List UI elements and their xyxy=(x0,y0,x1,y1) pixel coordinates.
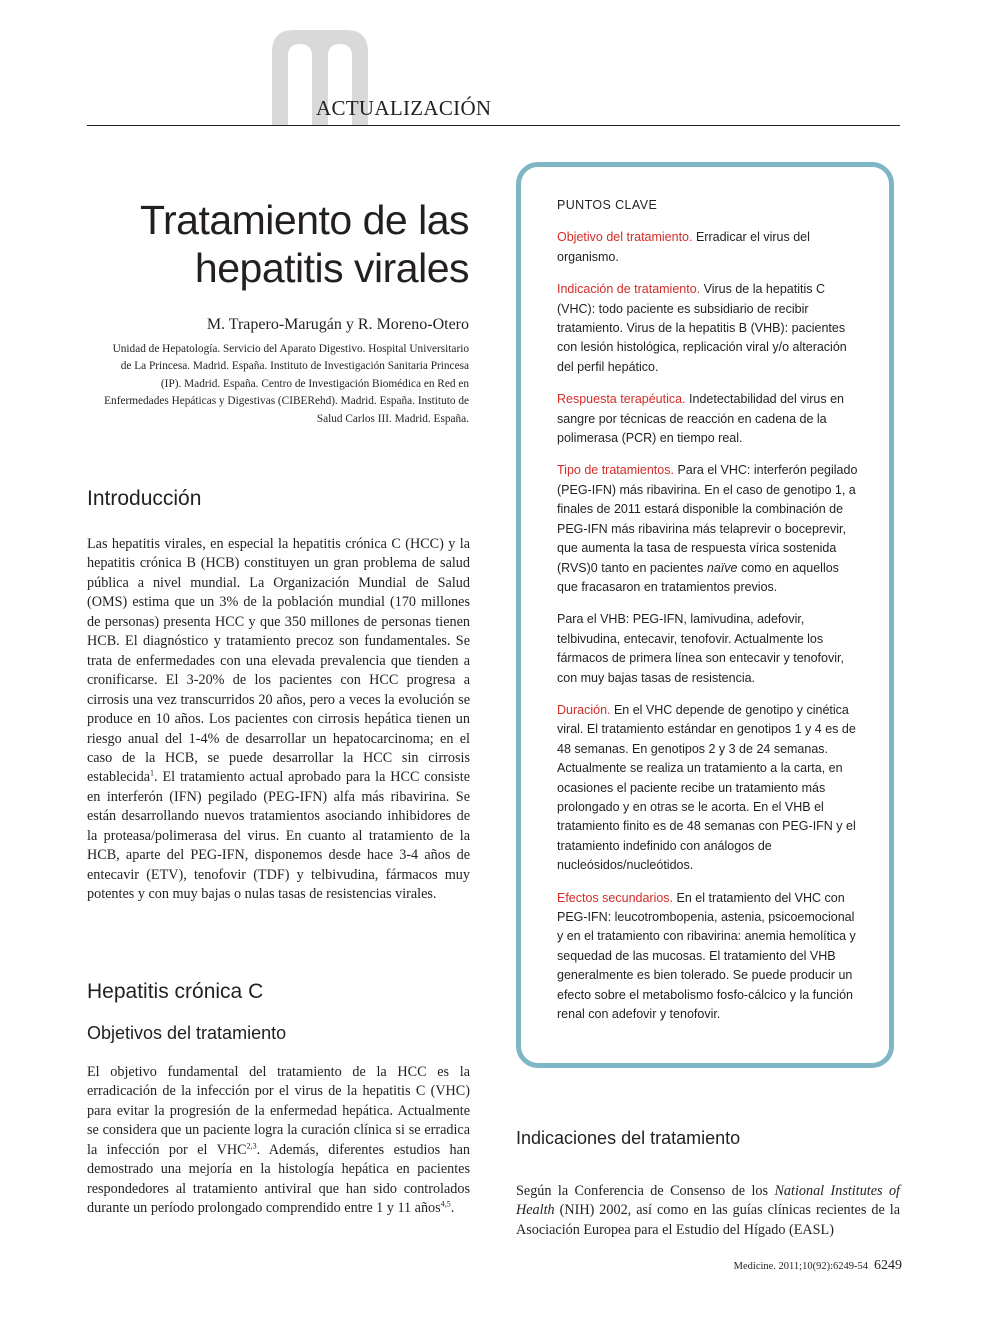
key-point: Duración. En el VHC depende de genotipo y cinética viral. El tratamiento estándar en genotipos 1 y 4 es de 48 semanas. En genotipos 2 y 3 de 24 semanas. Actualmente se realiza un tratamiento a la carta, en ocasiones el paciente recibe un tratamiento más prolongado y en otras se le acorta. En el VHB el tratamiento finito es de 48 semanas con PEG-IFN y el tratamiento indefinido con análogos de nucleósidos/nucleótidos. xyxy=(557,702,856,873)
header-divider xyxy=(87,125,900,126)
key-point: Respuesta terapéutica. Indetectabilidad del virus en sangre por técnicas de reacción en cadena de la polimerasa (PCR) en tiempo real. xyxy=(557,392,844,446)
article-title xyxy=(87,196,469,292)
authors: M. Trapero-Marugán y R. Moreno-Otero xyxy=(206,316,469,333)
reference-marker: 1 xyxy=(150,768,155,778)
key-points-title: PUNTOS CLAVE xyxy=(557,198,658,212)
journal-citation: Medicine. 2011;10(92):6249-54 xyxy=(733,1261,868,1272)
hcc-heading: Hepatitis crónica C xyxy=(87,980,264,1003)
key-point: Objetivo del tratamiento. Erradicar el virus del organismo. xyxy=(557,230,810,264)
section-label: ACTUALIZACIÓN xyxy=(316,96,492,120)
reference-marker: 2,3 xyxy=(246,1141,257,1151)
title-line: Tratamiento de las xyxy=(139,197,469,243)
title-line: hepatitis virales xyxy=(194,245,469,291)
objectives-subheading: Objetivos del tratamiento xyxy=(87,1023,287,1043)
page-footer xyxy=(690,1258,902,1274)
key-point: Para el VHB: PEG-IFN, lamivudina, adefovir, telbivudina, entecavir, tenofovir. Actualmente los fármacos de primera línea son entecavir y tenofovir, con muy bajas tasas de resistencia. xyxy=(557,612,844,685)
page-number: 6249 xyxy=(874,1258,902,1273)
reference-marker: 4,5 xyxy=(440,1199,451,1209)
affiliation: Unidad de Hepatología. Servicio del Aparato Digestivo. Hospital Universitario de La Princesa. Madrid. España. Instituto de Investigación Sanitaria Princesa (IP). Madrid. España. Centro de Investigación Biomédica en Red en Enfermedades Hepáticas y Digestivas (CIBERehd). Madrid. España. Instituto de Salud Carlos III. Madrid. España. xyxy=(104,343,469,425)
indications-heading: Indicaciones del tratamiento xyxy=(516,1128,741,1148)
key-point: Tipo de tratamientos. Para el VHC: interferón pegilado (PEG-IFN) más ribavirina. En el caso de genotipo 1, a finales de 2011 estará disponible la combinación de PEG-IFN más ribavirina más telaprevir o boceprevir, que aumenta la tasa de respuesta vírica sostenida (RVS)0 tanto en pacientes naïve como en aquellos que fracasaron en tratamientos previos. xyxy=(557,463,858,594)
intro-heading: Introducción xyxy=(87,487,202,510)
key-point: Efectos secundarios. En el tratamiento del VHC con PEG-IFN: leucotrombopenia, astenia, psicoemocional y en el tratamiento con ribavirina: anemia hemolítica y sequedad de las mucosas. El tratamiento del VHB generalmente es bien tolerado. Se puede producir un efecto sobre el metabolismo fosfo-cálcico y la función renal con adefovir y tenofovir. xyxy=(557,890,856,1022)
objectives-paragraph: El objetivo fundamental del tratamiento de la HCC es la erradicación de la infección por el virus de la hepatitis C (VHC) para evitar la progresión de la enfermedad hepática. Actualmente se considera que un paciente logra la curación clínica si se erradica la infección por el VHC$^{2,3}$. Además, diferentes estudios han demostrado una mejoría en la histología hepática en pacientes respondedores al tratamiento antiviral que han sido controlados durante un período prolongado comprendido entre 1 y 11 años$^{4,5}$. xyxy=(87,1064,470,1217)
indications-paragraph: Según la Conferencia de Consenso de los National Institutes of Health (NIH) 2002, así como en las guías clínicas recientes de la Asociación Europea para el Estudio del Hígado (EASL) xyxy=(516,1183,901,1238)
key-point: Indicación de tratamiento. Virus de la hepatitis C (VHC): todo paciente es subsidiario de recibir tratamiento. Virus de la hepatitis B (VHB): pacientes con lesión histológica, replicación viral y/o alteración del perfil hepático. xyxy=(557,282,847,374)
intro-paragraph: Las hepatitis virales, en especial la hepatitis crónica C (HCC) y la hepatitis crónica B (HCB) constituyen un gran problema de salud pública a nivel mundial. La Organización Mundial de Salud (OMS) estima que un 3% de la población mundial (170 millones de personas) presenta HCC y que 350 millones de personas tienen HCB. El diagnóstico y tratamiento precoz son fundamentales. Se trata de enfermedades con una elevada prevalencia que tienden a cronificarse. El 3-20% de los pacientes con HCC progresa a cirrosis una vez transcurridos 20 años, pero a veces la evolución se produce en 10 años. Los pacientes con cirrosis hepática tienen un riesgo anual del 1-4% de desarrollar un hepatocarcinoma; en el caso de la HCB, se puede desarrollar la HCC sin cirrosis establecida$^1$. El tratamiento actual aprobado para la HCC consiste en interferón (IFN) pegilado (PEG-IFN) alfa más ribavirina. Se están desarrollando nuevos tratamientos asociando inhibidores de la proteasa/polimerasa del virus. En cuanto al tratamiento de la HCB, aparte del PEG-IFN, disponemos desde hace 3-4 años de entecavir (ETV), tenofovir (TDF) y telbivudina, fármacos muy potentes y con muy bajas o nulas tasas de resistencias virales. xyxy=(87,536,470,903)
key-points-content xyxy=(557,196,860,1037)
